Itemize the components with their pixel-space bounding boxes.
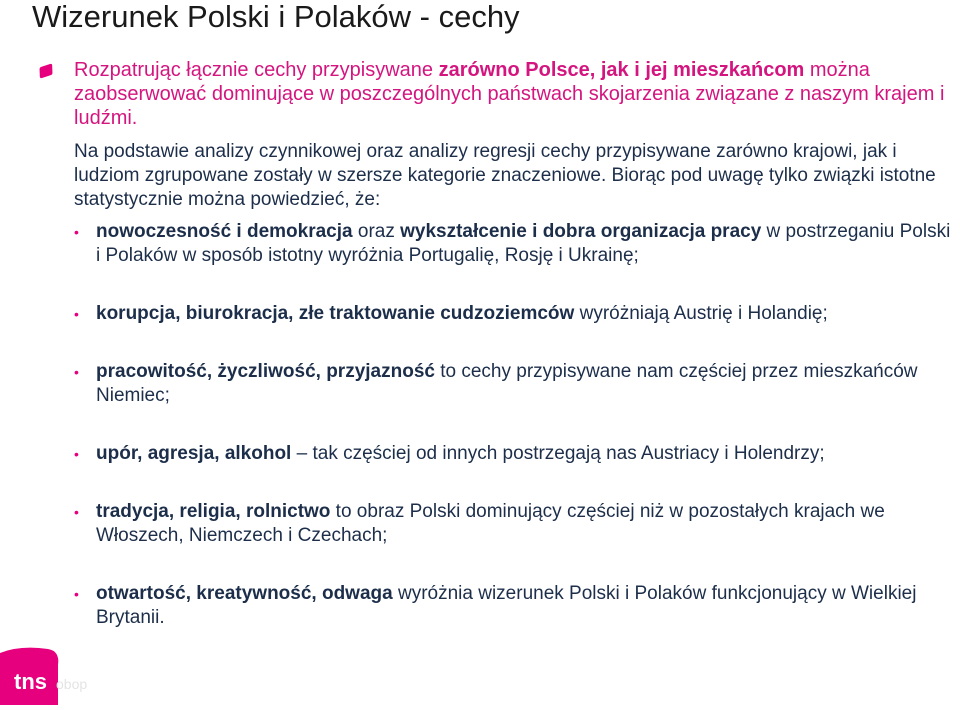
item-text: wyróżniają Austrię i Holandię;	[574, 303, 828, 324]
list-item	[74, 500, 954, 548]
intro-text	[74, 58, 954, 130]
item-bold: korupcja, biurokracja, złe traktowanie cudzoziemców	[96, 303, 575, 324]
page-title: Wizerunek Polski i Polaków - cechy	[32, 0, 520, 34]
bullet-icon: •	[74, 586, 79, 602]
item-bold: otwartość, kreatywność, odwaga	[96, 583, 393, 604]
item-bold: wykształcenie i dobra organizacja pracy	[400, 221, 762, 242]
list-item	[74, 442, 954, 466]
item-text: wyróżnia wizerunek Polski i Polaków funkcjonujący w Wielkiej Brytanii.	[96, 583, 917, 628]
item-bold: upór, agresja, alkohol	[96, 443, 292, 464]
intro-block	[74, 58, 954, 130]
item-text: to cechy przypisywane nam częściej przez mieszkańców Niemiec;	[96, 361, 918, 406]
bullet-icon: •	[74, 364, 79, 380]
item-bold: tradycja, religia, rolnictwo	[96, 501, 331, 522]
list-item	[74, 582, 954, 630]
item-text: – tak częściej od innych postrzegają nas Austriacy i Holendrzy;	[291, 443, 825, 464]
logo-mark-icon	[0, 645, 96, 705]
findings-list	[74, 220, 954, 630]
item-text: w postrzeganiu Polski i Polaków w sposób istotny wyróżnia Portugalię, Rosję i Ukrainę;	[96, 221, 951, 266]
slide-content	[74, 58, 954, 630]
lead-bullet-icon	[39, 63, 52, 78]
item-text: to obraz Polski dominujący częściej niż w pozostałych krajach we Włoszech, Niemczech i Czechach;	[96, 501, 885, 546]
item-text: oraz	[352, 221, 401, 242]
intro-part2: można zaobserwować dominujące w poszczególnych państwach skojarzenia związane z naszym krajem i ludźmi.	[74, 59, 945, 129]
logo-sub-text: obop	[56, 676, 88, 692]
item-bold: pracowitość, życzliwość, przyjazność	[96, 361, 435, 382]
bullet-icon: •	[74, 224, 79, 240]
analysis-paragraph: Na podstawie analizy czynnikowej oraz analizy regresji cechy przypisywane zarówno krajowi, jak i ludziom zgrupowane zostały w szersze kategorie znaczeniowe. Biorąc pod uwagę tylko związki istotne statystycznie można powiedzieć, że:	[74, 141, 936, 210]
bullet-icon: •	[74, 306, 79, 322]
list-item	[74, 220, 954, 268]
logo-main-text: tns	[14, 669, 47, 694]
list-item	[74, 302, 954, 326]
intro-part1: Rozpatrując łącznie cechy przypisywane	[74, 59, 439, 81]
item-bold: nowoczesność i demokracja	[96, 221, 353, 242]
tns-obop-logo	[0, 645, 96, 705]
bullet-icon: •	[74, 504, 79, 520]
bullet-icon: •	[74, 446, 79, 462]
list-item	[74, 360, 954, 408]
intro-bold: zarówno Polsce, jak i jej mieszkańcom	[438, 59, 805, 81]
